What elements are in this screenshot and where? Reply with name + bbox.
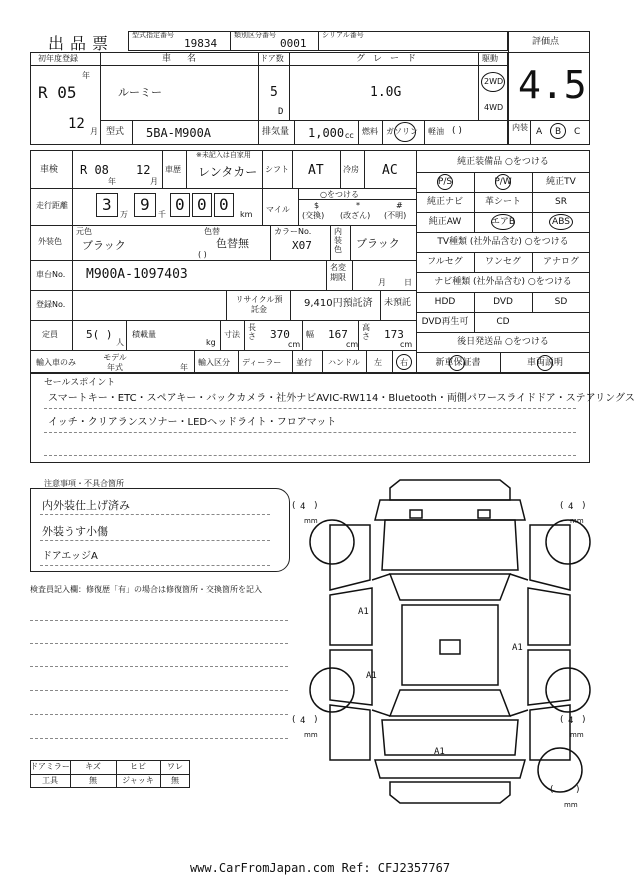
interior-b: B bbox=[555, 127, 562, 137]
acc-header-4: ワレ bbox=[167, 762, 183, 771]
color-paren: ( ) bbox=[198, 250, 207, 259]
acc-header-2: キズ bbox=[85, 762, 101, 771]
fuel-gas-circle bbox=[394, 122, 416, 142]
unknown-sym: # bbox=[396, 201, 403, 210]
drive-2wd: 2WD bbox=[484, 77, 504, 86]
recycle-label: リサイクル預託金 bbox=[235, 295, 283, 314]
tire-spare-mm: mm bbox=[564, 801, 578, 809]
model-year-label: モデル年式 bbox=[103, 353, 127, 372]
tamper-label: (改ざん) bbox=[340, 211, 371, 220]
acc-jack-value: 無 bbox=[171, 776, 179, 785]
doors-value: 5 bbox=[270, 85, 278, 100]
notes-line-3: ドアエッジA bbox=[42, 551, 98, 562]
import-dealer: ディーラー bbox=[242, 358, 282, 367]
acc-tools-value: 無 bbox=[89, 776, 97, 785]
history-label: 車歴 bbox=[165, 165, 181, 174]
later-items-title: 後日発送品 ○をつける bbox=[457, 337, 549, 347]
interior-c: C bbox=[574, 127, 581, 137]
damage-mark-left-rear: A1 bbox=[366, 671, 377, 681]
model-code-value: 19834 bbox=[184, 37, 218, 50]
handle-right: 右 bbox=[400, 358, 408, 367]
navi-cd: CD bbox=[496, 317, 510, 327]
tire-rr-depth: 4 bbox=[568, 716, 574, 726]
tire-fr-open: ( bbox=[560, 501, 564, 511]
width-cm: cm bbox=[346, 340, 359, 349]
acc-header-3: ヒビ bbox=[130, 762, 146, 771]
acc-tools-label: 工具 bbox=[42, 776, 58, 785]
model-name: ルーミー bbox=[118, 86, 162, 99]
month-unit: 月 bbox=[90, 127, 98, 136]
chassis-value: M900A-1097403 bbox=[86, 267, 188, 282]
rear-gate-shape bbox=[382, 720, 518, 755]
standard-equip-title: 純正装備品 ○をつける bbox=[457, 157, 549, 167]
name-change-month-unit: 月 bbox=[378, 278, 386, 287]
roof-shape bbox=[402, 605, 498, 685]
import-label: 輸入車のみ bbox=[36, 358, 76, 367]
footer-watermark: www.CarFromJapan.com Ref: CFJ2357767 bbox=[189, 861, 451, 875]
tire-rr-open: ( bbox=[560, 715, 564, 725]
equip-sr: SR bbox=[555, 197, 567, 207]
color-label: 外装色 bbox=[38, 237, 62, 246]
height-label: 高さ bbox=[362, 323, 370, 341]
damage-mark-right-door: A1 bbox=[512, 643, 523, 653]
tv-fullseg: フルセグ bbox=[427, 257, 463, 267]
handle-right-circle bbox=[396, 354, 412, 370]
mileage-digit-5: 0 bbox=[219, 195, 229, 214]
front-left-wheel bbox=[310, 520, 354, 564]
tv-oneseg: ワンセグ bbox=[484, 257, 521, 267]
tire-fr-mm: mm bbox=[570, 517, 584, 525]
navi-hdd: HDD bbox=[434, 297, 456, 307]
height-value: 173 bbox=[384, 328, 404, 341]
shift-value: AT bbox=[308, 163, 324, 178]
shift-label: シフト bbox=[265, 165, 289, 174]
tire-spare-open: ( bbox=[550, 785, 554, 795]
inspector-label: 検査員記入欄：修復歴「有」の場合は修復箇所・交換箇所を記入 bbox=[30, 585, 262, 594]
load-label: 積載量 bbox=[132, 330, 156, 339]
first-reg-era: R 05 bbox=[38, 83, 77, 102]
mile-label: マイル bbox=[266, 205, 290, 214]
tamper-sym: * bbox=[356, 201, 360, 210]
shaken-month: 12 bbox=[136, 163, 151, 177]
color-change-label: 色替 bbox=[204, 227, 220, 236]
notes-line-2: 外装うす小傷 bbox=[42, 525, 108, 538]
cc-unit: cc bbox=[345, 131, 354, 140]
year-unit: 年 bbox=[82, 71, 90, 80]
exchange-label: (交換) bbox=[302, 211, 325, 220]
tire-rl-close: ) bbox=[314, 715, 318, 725]
orig-color-value: ブラック bbox=[82, 239, 126, 252]
later-manual: 車両説明 bbox=[526, 358, 563, 368]
person-unit: 人 bbox=[116, 338, 124, 347]
sales-line-2: イッチ・クリアランスソナー・LEDヘッドライト・フロアマット bbox=[48, 417, 337, 428]
shaken-year-unit: 年 bbox=[108, 177, 116, 186]
equip-abs-circle bbox=[549, 214, 573, 230]
exchange-sym: $ bbox=[314, 201, 320, 210]
sales-line-1: スマートキー・ETC・スペアキー・バックカメラ・社外ナビAVIC-RW114・Bluetooth・両側パワースライドドア・ステアリングス bbox=[48, 393, 635, 404]
tire-rl-depth: 4 bbox=[300, 716, 306, 726]
doors-label: ドア数 bbox=[260, 54, 284, 63]
displacement-value: 1,000 bbox=[308, 126, 345, 140]
capacity-value: 5( ) bbox=[86, 328, 113, 341]
width-value: 167 bbox=[328, 328, 348, 341]
equip-pw-circle bbox=[495, 174, 511, 190]
hood-shape bbox=[382, 520, 518, 570]
damage-mark-rear: A1 bbox=[434, 747, 445, 757]
equip-leather: 革シート bbox=[484, 197, 521, 207]
mileage-digit-1: 3 bbox=[102, 195, 112, 214]
history-value: レンタカー bbox=[198, 165, 258, 179]
door-type: D bbox=[278, 107, 284, 117]
mileage-sen: 千 bbox=[158, 210, 166, 219]
year-unit-2: 年 bbox=[180, 363, 188, 372]
chassis-label: 車台No. bbox=[36, 270, 66, 279]
left-rear-fender bbox=[330, 705, 370, 760]
reg-no-label: 登録No. bbox=[36, 300, 66, 309]
left-front-fender bbox=[330, 525, 370, 590]
class-label: 類別区分番号 bbox=[234, 31, 276, 39]
dims-label: 寸法 bbox=[224, 330, 240, 339]
car-damage-diagram bbox=[290, 470, 610, 820]
class-value: 0001 bbox=[280, 37, 307, 50]
notes-line-1: 内外装仕上げ済み bbox=[42, 499, 130, 512]
import-type-label: 輸入区分 bbox=[198, 358, 230, 367]
width-label: 幅 bbox=[306, 330, 314, 339]
first-reg-month: 12 bbox=[68, 116, 85, 132]
import-parallel: 並行 bbox=[296, 358, 312, 367]
rear-bumper-shape bbox=[390, 782, 510, 803]
grade-value: 1.0G bbox=[370, 85, 402, 100]
check-note: ○をつける bbox=[320, 190, 359, 199]
front-bumper-shape bbox=[390, 480, 510, 500]
windshield-shape bbox=[390, 574, 510, 600]
equip-pw: P/W bbox=[494, 177, 512, 187]
equip-aw: 純正AW bbox=[428, 217, 462, 227]
length-cm: cm bbox=[288, 340, 301, 349]
front-right-wheel bbox=[546, 517, 590, 564]
interior-label: 内装 bbox=[512, 123, 528, 132]
mileage-man: 万 bbox=[120, 210, 128, 219]
interior-color-label: 内装色 bbox=[334, 227, 342, 254]
color-change-value: 色替無 bbox=[216, 237, 249, 250]
tv-analog: アナログ bbox=[542, 257, 579, 267]
ac-label: 冷房 bbox=[343, 165, 359, 174]
tire-rl-mm: mm bbox=[304, 731, 318, 739]
color-no-value: X07 bbox=[292, 239, 312, 252]
displacement-label: 排気量 bbox=[262, 127, 290, 137]
navi-dvd: DVD bbox=[493, 297, 513, 307]
first-reg-label: 初年度登録 bbox=[38, 54, 78, 63]
kg-unit: kg bbox=[206, 338, 216, 347]
tire-fl-depth: 4 bbox=[300, 502, 306, 512]
orig-color-label: 元色 bbox=[76, 227, 92, 236]
tire-rr-mm: mm bbox=[570, 731, 584, 739]
tire-spare-close: ) bbox=[576, 785, 580, 795]
recycle-status: 未預託 bbox=[384, 298, 412, 308]
interior-a: A bbox=[536, 127, 543, 137]
right-front-fender bbox=[530, 525, 570, 590]
damage-mark-left-door: A1 bbox=[358, 607, 369, 617]
type-value: 5BA-M900A bbox=[146, 126, 212, 140]
color-no-label: カラーNo. bbox=[274, 227, 312, 236]
navi-dvd-play: DVD再生可 bbox=[421, 317, 469, 327]
sales-label: セールスポイント bbox=[44, 378, 116, 388]
handle-left: 左 bbox=[374, 358, 382, 367]
equip-airbag: エアB bbox=[490, 217, 516, 227]
later-manual-circle bbox=[537, 355, 553, 371]
right-rear-fender bbox=[530, 705, 570, 760]
type-label: 型式 bbox=[106, 127, 125, 137]
acc-jack-label: ジャッキ bbox=[122, 776, 154, 785]
history-note: ※未記入は自家用 bbox=[196, 151, 251, 159]
capacity-label: 定員 bbox=[42, 330, 58, 339]
ac-value: AC bbox=[382, 163, 398, 178]
equip-ps: P/S bbox=[437, 177, 453, 187]
tire-fr-close: ) bbox=[582, 501, 586, 511]
length-label: 長さ bbox=[248, 323, 256, 341]
rating-label: 評価点 bbox=[532, 37, 560, 47]
later-warranty-circle bbox=[449, 355, 465, 371]
mileage-label: 走行距離 bbox=[36, 201, 68, 210]
name-change-label: 名変期限 bbox=[330, 263, 346, 282]
acc-header-1: ドアミラー bbox=[30, 762, 70, 771]
equip-navi: 純正ナビ bbox=[426, 197, 463, 207]
later-warranty: 新車保証書 bbox=[435, 358, 481, 368]
grade-label: グレード bbox=[356, 54, 425, 64]
drive-4wd: 4WD bbox=[484, 103, 504, 112]
model-label: 車名 bbox=[162, 54, 213, 64]
notes-label: 注意事項・不具合箇所 bbox=[44, 479, 124, 488]
fuel-gas: ガソリン bbox=[386, 127, 418, 136]
tv-type-title: TV種類 (社外品含む) ○をつける bbox=[437, 237, 569, 247]
serial-label: シリアル番号 bbox=[322, 31, 364, 39]
interior-color-value: ブラック bbox=[356, 237, 400, 250]
tire-rl-open: ( bbox=[292, 715, 296, 725]
tire-fl-open: ( bbox=[292, 501, 296, 511]
mileage-digit-4: 0 bbox=[197, 195, 207, 214]
navi-sd: SD bbox=[554, 297, 568, 307]
rating-value: 4.5 bbox=[518, 63, 587, 107]
shaken-era: R 08 bbox=[80, 163, 109, 177]
equip-tv: 純正TV bbox=[546, 177, 576, 187]
mileage-digit-2: 9 bbox=[140, 195, 150, 214]
unknown-label: (不明) bbox=[384, 211, 407, 220]
tire-fl-mm: mm bbox=[304, 517, 318, 525]
km-unit: km bbox=[240, 210, 253, 219]
right-front-door bbox=[528, 588, 570, 645]
equip-ps-circle bbox=[437, 174, 453, 190]
shaken-label: 車検 bbox=[40, 165, 59, 175]
navi-type-title: ナビ種類 (社外品含む) ○をつける bbox=[434, 277, 572, 287]
tire-rr-close: ) bbox=[582, 715, 586, 725]
equip-abs: ABS bbox=[552, 217, 570, 227]
handle-label: ハンドル bbox=[328, 358, 360, 367]
recycle-value: 9,410円預託済 bbox=[304, 298, 373, 309]
height-cm: cm bbox=[400, 340, 413, 349]
equip-airbag-circle bbox=[491, 214, 515, 230]
tire-fr-depth: 4 bbox=[568, 502, 574, 512]
form-title: 出品票 bbox=[48, 34, 115, 53]
fuel-paren: ( ) bbox=[452, 126, 462, 136]
mileage-digit-3: 0 bbox=[175, 195, 185, 214]
model-code-label: 型式指定番号 bbox=[132, 31, 174, 39]
fuel-label: 燃料 bbox=[362, 127, 378, 136]
length-value: 370 bbox=[270, 328, 290, 341]
fuel-diesel: 軽油 bbox=[428, 127, 444, 136]
shaken-month-unit: 月 bbox=[150, 177, 158, 186]
rear-glass-shape bbox=[390, 690, 510, 716]
tire-fl-close: ) bbox=[314, 501, 318, 511]
drive-label: 駆動 bbox=[482, 54, 498, 63]
name-change-day-unit: 日 bbox=[404, 278, 412, 287]
interior-b-circle bbox=[550, 123, 566, 139]
